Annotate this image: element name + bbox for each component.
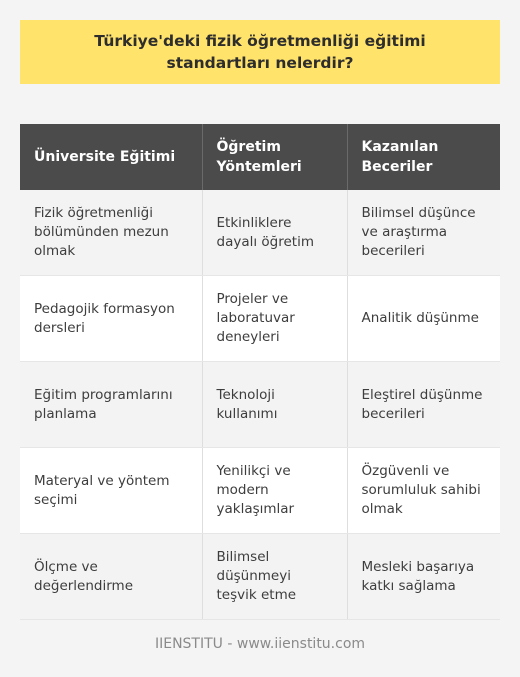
table-cell: Teknoloji kullanımı xyxy=(202,362,347,448)
table-cell: Yenilikçi ve modern yaklaşımlar xyxy=(202,448,347,534)
table-cell: Fizik öğretmenliği bölümünden mezun olmak xyxy=(20,190,202,276)
table-cell: Analitik düşünme xyxy=(347,276,500,362)
table-cell: Eleştirel düşünme becerileri xyxy=(347,362,500,448)
table-cell: Özgüvenli ve sorumluluk sahibi olmak xyxy=(347,448,500,534)
header-university-education: Üniversite Eğitimi xyxy=(20,124,202,190)
table-row xyxy=(20,190,500,276)
table-cell: Bilimsel düşünce ve araştırma becerileri xyxy=(347,190,500,276)
header-acquired-skills: Kazanılan Beceriler xyxy=(347,124,500,190)
table-cell: Mesleki başarıya katkı sağlama xyxy=(347,534,500,620)
header-teaching-methods: Öğretim Yöntemleri xyxy=(202,124,347,190)
table-row xyxy=(20,448,500,534)
footer-credit: IIENSTITU - www.iienstitu.com xyxy=(154,636,366,652)
table-row xyxy=(20,362,500,448)
table-cell: Pedagojik formasyon dersleri xyxy=(20,276,202,362)
standards-table xyxy=(20,124,500,620)
table-row xyxy=(20,276,500,362)
table-cell: Bilimsel düşünmeyi teşvik etme xyxy=(202,534,347,620)
table-cell: Etkinliklere dayalı öğretim xyxy=(202,190,347,276)
table-cell: Projeler ve laboratuvar deneyleri xyxy=(202,276,347,362)
table-cell: Eğitim programlarını planlama xyxy=(20,362,202,448)
table-header-row xyxy=(20,124,500,190)
table-cell: Ölçme ve değerlendirme xyxy=(20,534,202,620)
page-title: Türkiye'deki fizik öğretmenliği eğitimi standartları nelerdir? xyxy=(20,20,500,84)
table-cell: Materyal ve yöntem seçimi xyxy=(20,448,202,534)
table-row xyxy=(20,534,500,620)
